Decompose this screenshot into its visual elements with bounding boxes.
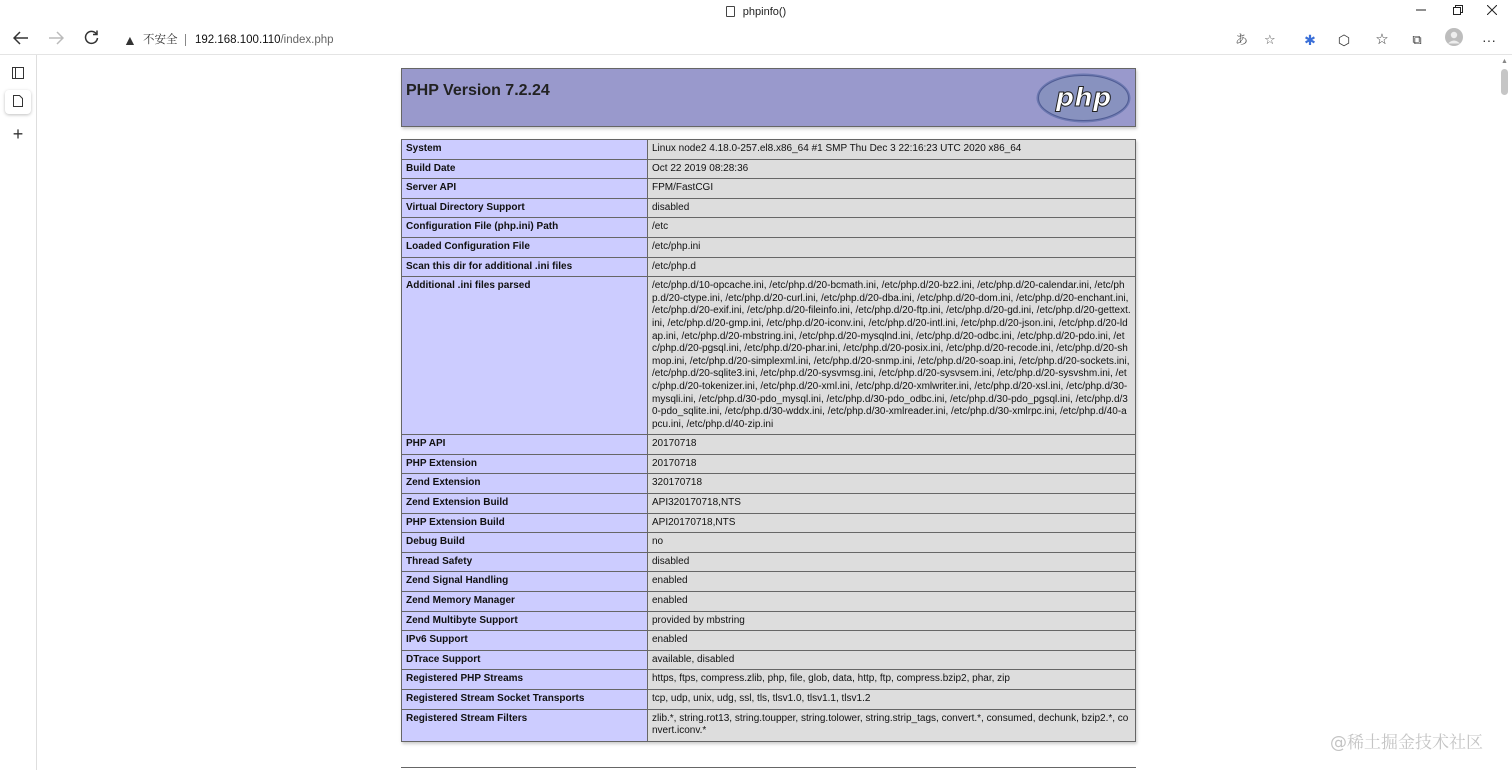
profile-avatar-icon bbox=[1445, 28, 1463, 46]
page-icon[interactable] bbox=[5, 90, 31, 114]
row-key: Zend Memory Manager bbox=[402, 592, 648, 612]
row-value: FPM/FastCGI bbox=[648, 179, 1136, 199]
table-row bbox=[402, 454, 1136, 474]
url-path: /index.php bbox=[280, 34, 334, 46]
row-value: disabled bbox=[648, 552, 1136, 572]
row-key: Loaded Configuration File bbox=[402, 237, 648, 257]
page-content bbox=[38, 55, 1497, 770]
table-row bbox=[402, 650, 1136, 670]
table-row bbox=[402, 690, 1136, 710]
more-icon[interactable]: ··· bbox=[1482, 32, 1496, 48]
row-key: PHP API bbox=[402, 435, 648, 455]
extension-icon[interactable]: ✱ bbox=[1304, 32, 1316, 48]
warning-icon: ▲ bbox=[123, 32, 137, 48]
watermark: @稀土掘金技术社区 bbox=[1330, 733, 1483, 753]
scroll-up-icon[interactable]: ▲ bbox=[1501, 58, 1508, 65]
table-row bbox=[402, 611, 1136, 631]
tab-actions-glyph bbox=[12, 67, 24, 79]
row-value: enabled bbox=[648, 631, 1136, 651]
php-logo bbox=[1036, 73, 1131, 123]
row-key: Zend Signal Handling bbox=[402, 572, 648, 592]
address-separator bbox=[185, 34, 186, 46]
puzzle-icon[interactable]: ⬡ bbox=[1337, 32, 1351, 48]
table-row bbox=[402, 237, 1136, 257]
row-key: DTrace Support bbox=[402, 650, 648, 670]
table-row bbox=[402, 277, 1136, 435]
profile-avatar[interactable] bbox=[1441, 28, 1467, 52]
row-value: enabled bbox=[648, 572, 1136, 592]
table-row bbox=[402, 494, 1136, 514]
phpinfo-center bbox=[401, 68, 1136, 742]
row-value: API320170718,NTS bbox=[648, 494, 1136, 514]
table-row bbox=[402, 513, 1136, 533]
forward-button[interactable] bbox=[43, 28, 69, 52]
collections-icon[interactable]: ⧉ bbox=[1412, 32, 1422, 47]
table-row bbox=[402, 257, 1136, 277]
favorites-icon[interactable]: ☆ bbox=[1375, 31, 1389, 48]
window-title-wrap bbox=[0, 6, 1512, 18]
row-key: Registered Stream Filters bbox=[402, 709, 648, 741]
row-value: Oct 22 2019 08:28:36 bbox=[648, 159, 1136, 179]
row-value: zlib.*, string.rot13, string.toupper, string.tolower, string.strip_tags, convert.*, consumed, dechunk, bzip2.*, convert.iconv.* bbox=[648, 709, 1136, 741]
browser-toolbar bbox=[0, 26, 1512, 54]
table-row bbox=[402, 159, 1136, 179]
table-row bbox=[402, 435, 1136, 455]
row-key: Debug Build bbox=[402, 533, 648, 553]
info-table bbox=[401, 139, 1136, 742]
favorite-add-icon[interactable]: ☆ bbox=[1264, 32, 1276, 47]
row-key: Zend Multibyte Support bbox=[402, 611, 648, 631]
page-document-icon bbox=[726, 6, 735, 17]
back-icon bbox=[13, 31, 29, 45]
row-value: /etc/php.d bbox=[648, 257, 1136, 277]
table-row bbox=[402, 552, 1136, 572]
row-key: Build Date bbox=[402, 159, 648, 179]
row-value: /etc/php.ini bbox=[648, 237, 1136, 257]
table-row bbox=[402, 572, 1136, 592]
info-table-body bbox=[402, 140, 1136, 742]
row-key: Registered PHP Streams bbox=[402, 670, 648, 690]
row-value: 320170718 bbox=[648, 474, 1136, 494]
minimize-button[interactable] bbox=[1401, 0, 1441, 24]
row-key: Configuration File (php.ini) Path bbox=[402, 218, 648, 238]
row-value: 20170718 bbox=[648, 454, 1136, 474]
security-label[interactable]: 不安全 bbox=[143, 34, 178, 46]
window-titlebar bbox=[0, 0, 1512, 26]
table-row bbox=[402, 592, 1136, 612]
row-value: available, disabled bbox=[648, 650, 1136, 670]
row-value: provided by mbstring bbox=[648, 611, 1136, 631]
table-row bbox=[402, 670, 1136, 690]
table-row bbox=[402, 631, 1136, 651]
url-host: 192.168.100.110 bbox=[195, 34, 281, 46]
row-value: API20170718,NTS bbox=[648, 513, 1136, 533]
row-value: /etc/php.d/10-opcache.ini, /etc/php.d/20-bcmath.ini, /etc/php.d/20-bz2.ini, /etc/php.d/20-calendar.ini, /etc/php.d/20-ctype.ini, /etc/php.d/20-curl.ini, /etc/php.d/20-dba.ini, /etc/php.d/20-dom.ini, /etc/php.d/20-enchant.ini, /etc/php.d/20-exif.ini, /etc/php.d/20-fileinfo.ini, /etc/php.d/20-ftp.ini, /etc/php.d/20-gd.ini, /etc/php.d/20-gettext.ini, /etc/php.d/20-gmp.ini, /etc/php.d/20-iconv.ini, /etc/php.d/20-intl.ini, /etc/php.d/20-json.ini, /etc/php.d/20-ldap.ini, /etc/php.d/20-mbstring.ini, /etc/php.d/20-mysqlnd.ini, /etc/php.d/20-odbc.ini, /etc/php.d/20-pdo.ini, /etc/php.d/20-pgsql.ini, /etc/php.d/20-phar.ini, /etc/php.d/20-posix.ini, /etc/php.d/20-recode.ini, /etc/php.d/20-shmop.ini, /etc/php.d/20-simplexml.ini, /etc/php.d/20-snmp.ini, /etc/php.d/20-soap.ini, /etc/php.d/20-sockets.ini, /etc/php.d/20-sqlite3.ini, /etc/php.d/20-sysvmsg.ini, /etc/php.d/20-sysvsem.ini, /etc/php.d/20-sysvshm.ini, /etc/php.d/20-tokenizer.ini, /etc/php.d/20-xml.ini, /etc/php.d/20-xmlwriter.ini, /etc/php.d/20-xsl.ini, /etc/php.d/30-mysqli.ini, /etc/php.d/30-pdo_mysql.ini, /etc/php.d/30-pdo_odbc.ini, /etc/php.d/30-pdo_pgsql.ini, /etc/php.d/30-pdo_sqlite.ini, /etc/php.d/30-wddx.ini, /etc/php.d/30-xmlreader.ini, /etc/php.d/30-xmlrpc.ini, /etc/php.d/40-apcu.ini, /etc/php.d/40-zip.ini bbox=[648, 277, 1136, 435]
row-value: enabled bbox=[648, 592, 1136, 612]
minimize-icon bbox=[1416, 5, 1426, 15]
back-button[interactable] bbox=[8, 28, 34, 52]
refresh-button[interactable] bbox=[78, 28, 104, 52]
php-header bbox=[401, 68, 1136, 127]
page-glyph bbox=[13, 95, 23, 107]
vertical-scrollbar[interactable] bbox=[1497, 55, 1512, 770]
address-bar[interactable] bbox=[114, 28, 1290, 52]
table-row bbox=[402, 218, 1136, 238]
translate-icon[interactable]: あ bbox=[1235, 32, 1249, 47]
window-title: phpinfo() bbox=[742, 6, 787, 18]
row-key: IPv6 Support bbox=[402, 631, 648, 651]
new-tab-icon[interactable]: + bbox=[12, 124, 24, 144]
table-row bbox=[402, 474, 1136, 494]
row-value: tcp, udp, unix, udg, ssl, tls, tlsv1.0, tlsv1.1, tlsv1.2 bbox=[648, 690, 1136, 710]
vertical-tab-panel bbox=[0, 55, 37, 770]
row-key: Scan this dir for additional .ini files bbox=[402, 257, 648, 277]
row-value: 20170718 bbox=[648, 435, 1136, 455]
row-key: System bbox=[402, 140, 648, 160]
row-value: no bbox=[648, 533, 1136, 553]
address-url[interactable] bbox=[195, 28, 334, 52]
tab-actions-icon[interactable] bbox=[5, 62, 31, 86]
row-key: Registered Stream Socket Transports bbox=[402, 690, 648, 710]
forward-icon bbox=[48, 31, 64, 45]
close-button[interactable] bbox=[1472, 0, 1512, 24]
row-key: Zend Extension Build bbox=[402, 494, 648, 514]
php-logo-text: php bbox=[1055, 83, 1112, 113]
row-key: Additional .ini files parsed bbox=[402, 277, 648, 435]
row-key: Zend Extension bbox=[402, 474, 648, 494]
row-value: https, ftps, compress.zlib, php, file, glob, data, http, ftp, compress.bzip2, phar, zip bbox=[648, 670, 1136, 690]
row-value: disabled bbox=[648, 198, 1136, 218]
row-key: Thread Safety bbox=[402, 552, 648, 572]
restore-icon bbox=[1453, 5, 1463, 15]
row-value: Linux node2 4.18.0-257.el8.x86_64 #1 SMP Thu Dec 3 22:16:23 UTC 2020 x86_64 bbox=[648, 140, 1136, 160]
page-title: PHP Version 7.2.24 bbox=[406, 82, 550, 99]
row-key: PHP Extension bbox=[402, 454, 648, 474]
table-row bbox=[402, 709, 1136, 741]
table-row bbox=[402, 198, 1136, 218]
row-value: /etc bbox=[648, 218, 1136, 238]
row-key: PHP Extension Build bbox=[402, 513, 648, 533]
scrollbar-thumb[interactable] bbox=[1501, 69, 1508, 95]
row-key: Server API bbox=[402, 179, 648, 199]
table-row bbox=[402, 140, 1136, 160]
refresh-icon bbox=[84, 30, 99, 45]
close-icon bbox=[1487, 5, 1497, 15]
table-row bbox=[402, 533, 1136, 553]
row-key: Virtual Directory Support bbox=[402, 198, 648, 218]
table-row bbox=[402, 179, 1136, 199]
